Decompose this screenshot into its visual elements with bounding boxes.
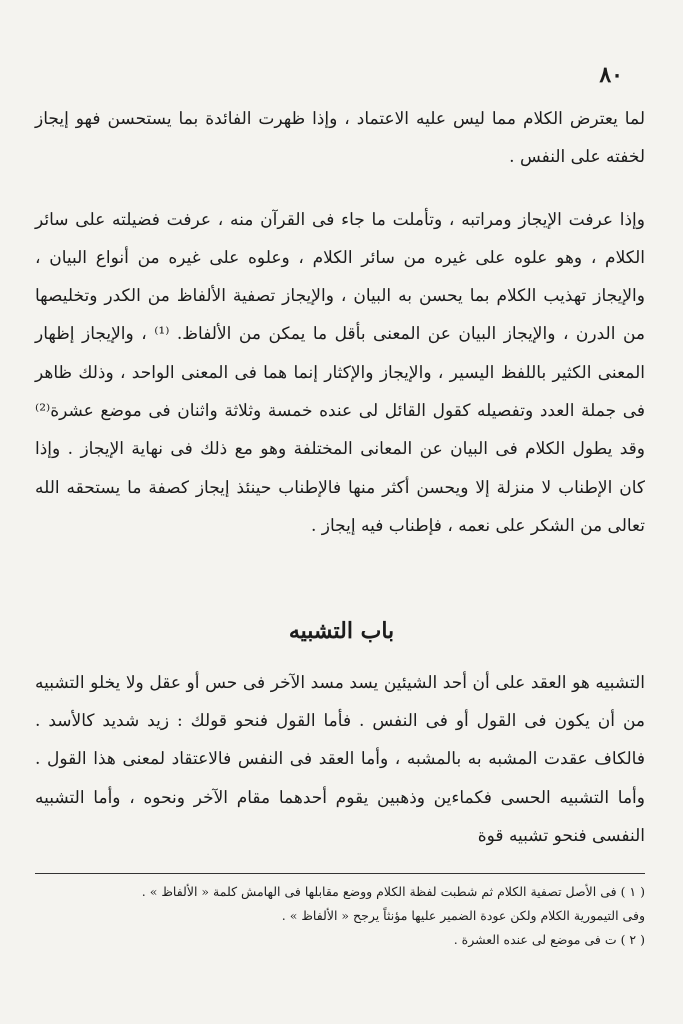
- footnotes: [35, 880, 645, 952]
- footnote: وفى التيمورية الكلام ولكن عودة الضمير عليها مؤنثاً يرجح « الألفاظ » .: [281, 908, 645, 923]
- chapter-text: [35, 664, 645, 855]
- paragraph: لما يعترض الكلام مما ليس عليه الاعتماد ، وإذا ظهرت الفائدة بما يستحسن فهو إيجاز لخفته على النفس .: [35, 109, 645, 168]
- paragraph: وإذا عرفت الإيجاز ومراتبه ، وتأملت ما جاء فى القرآن منه ، عرفت فضيلته على سائر الكلام ، وهو علوه على غيره من سائر الكلام ، وعلوه على غيره من أنواع البيان ، والإيجاز تهذيب الكلام بما يحسن به البيان ، والإيجاز تصفية الألفاظ من الكدر وتخليصها من الدرن ، والإيجاز البيان عن المعنى بأقل ما يمكن من الألفاظ. ⁽¹⁾ ، والإيجاز إظهار المعنى الكثير باللفظ اليسير ، والإيجاز والإكثار إنما هما فى المعنى الواحد ، وذلك ظاهر فى جملة العدد وتفصيله كقول القائل لى عنده خمسة وثلاثة واثنان فى موضع عشرة⁽²⁾ وقد يطول الكلام فى البيان عن المعانى المختلفة وهو مع ذلك فى نهاية الإيجاز . وإذا كان الإطناب لا منزلة إلا ويحسن أكثر منها فالإطناب حينئذ إيجاز كصفة ما يستحقه الله تعالى من الشكر على نعمه ، فإطناب فيه إيجاز .: [35, 209, 646, 536]
- footnote: ( ٢ ) ت فى موضع لى عنده العشرة .: [453, 932, 645, 947]
- body-text: [35, 100, 645, 545]
- chapter-title: باب التشبيه: [288, 618, 395, 644]
- footnote: ( ١ ) فى الأصل تصفية الكلام ثم شطبت لفظة الكلام ووضع مقابلها فى الهامش كلمة « الألفاظ » .: [141, 884, 645, 899]
- paragraph: التشبيه هو العقد على أن أحد الشيئين يسد مسد الآخر فى حس أو عقل ولا يخلو التشبيه من أن يكون فى القول أو فى النفس . فأما القول فنحو قولك : زيد شديد كالأسد . فالكاف عقدت المشبه به بالمشبه ، وأما العقد فى النفس فالاعتقاد لمعنى هذا القول . وأما التشبيه الحسى فكماءين وذهبين يقوم أحدهما مقام الآخر ونحوه ، وأما التشبيه النفسى فنحو تشبيه قوة: [35, 673, 645, 846]
- page-number: ٨٠: [599, 62, 623, 88]
- footnote-divider: [35, 873, 645, 874]
